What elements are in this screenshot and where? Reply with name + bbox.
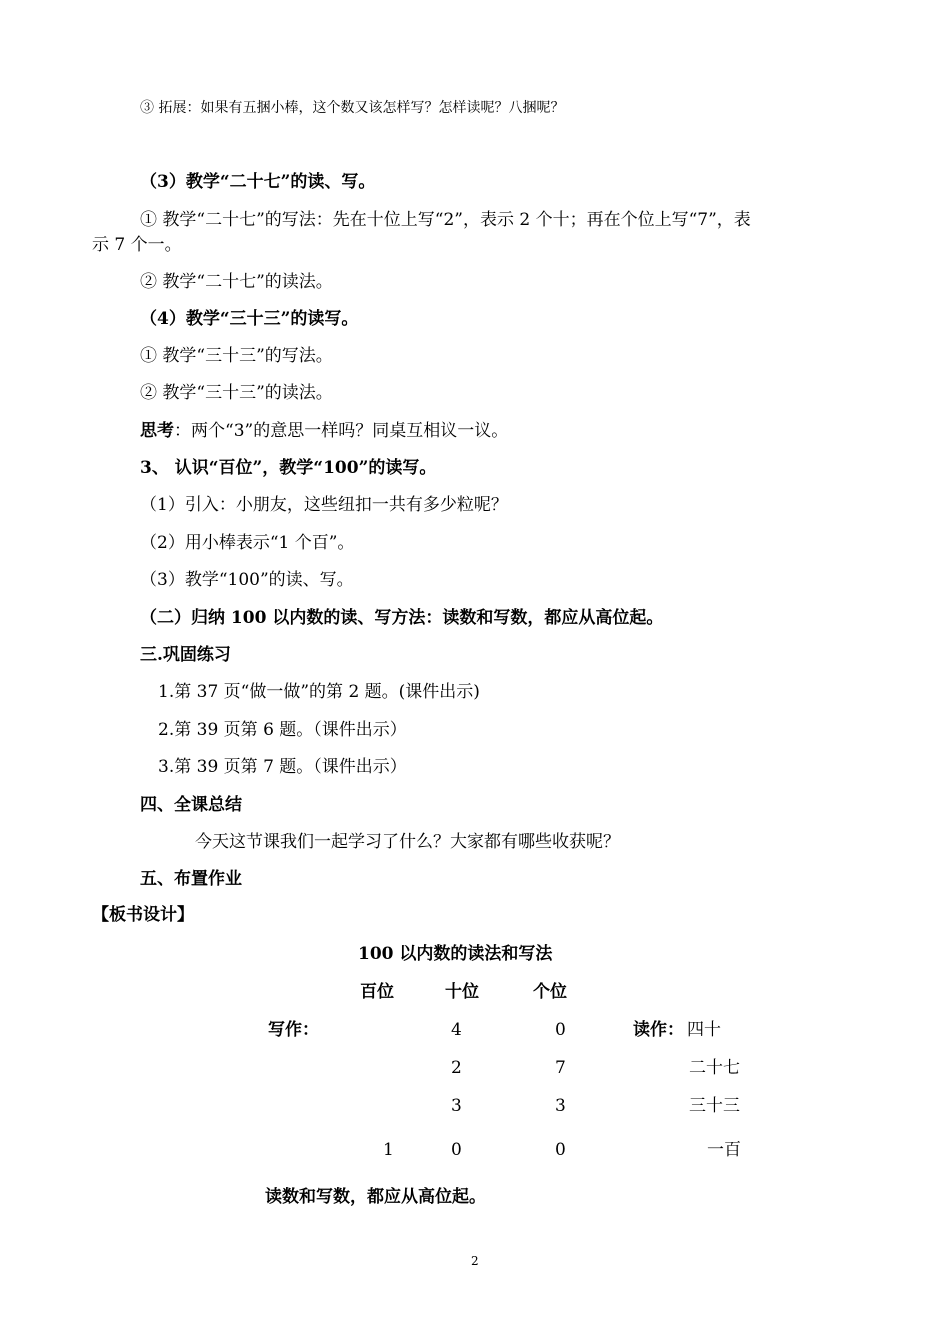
practice-item-3: 3.第 39 页第 7 题。（课件出示） xyxy=(158,757,407,777)
header-ones: 个位 xyxy=(533,982,567,1002)
summary-text: 今天这节课我们一起学习了什么？大家都有哪些收获呢？ xyxy=(195,832,620,852)
section-heading-summary: 四、全课总结 xyxy=(140,795,242,815)
practice-item-2: 2.第 39 页第 6 题。（课件出示） xyxy=(158,720,407,740)
section-heading-hundreds: 3、 认识“百位”，教学“100”的读写。 xyxy=(140,458,437,478)
board-title: 100 以内数的读法和写法 xyxy=(358,944,553,964)
paragraph-33-reading: ② 教学“三十三”的读法。 xyxy=(140,383,333,403)
page-number: 2 xyxy=(471,1254,479,1268)
extension-question: ③ 拓展：如果有五捆小棒，这个数又该怎样写？怎样读呢？八捆呢？ xyxy=(140,100,565,116)
think-label: 思考 xyxy=(140,421,174,441)
header-tens: 十位 xyxy=(445,982,479,1002)
think-text: ：两个“3”的意思一样吗？同桌互相议一议。 xyxy=(174,421,509,441)
row1-reading: 四十 xyxy=(687,1020,721,1040)
paragraph-27-writing-cont: 示 7 个一。 xyxy=(92,235,182,255)
row2-tens: 2 xyxy=(451,1058,462,1078)
row4-tens: 0 xyxy=(451,1140,462,1160)
row1-tens: 4 xyxy=(451,1020,462,1040)
row3-ones: 3 xyxy=(555,1096,566,1116)
row3-reading: 三十三 xyxy=(689,1096,740,1116)
row4-ones: 0 xyxy=(555,1140,566,1160)
row2-reading: 二十七 xyxy=(689,1058,740,1078)
section-heading-27: （3）教学“二十七”的读、写。 xyxy=(140,172,376,192)
write-label: 写作： xyxy=(268,1020,319,1040)
row4-reading: 一百 xyxy=(707,1140,741,1160)
section-heading-practice: 三.巩固练习 xyxy=(140,645,231,665)
practice-item-1: 1.第 37 页“做一做”的第 2 题。(课件出示) xyxy=(158,682,480,702)
board-summary: 读数和写数，都应从高位起。 xyxy=(265,1187,486,1207)
header-hundreds: 百位 xyxy=(360,982,394,1002)
paragraph-intro: （1）引入：小朋友，这些纽扣一共有多少粒呢？ xyxy=(140,495,508,515)
think-paragraph xyxy=(140,421,508,441)
section-heading-33: （4）教学“三十三”的读写。 xyxy=(140,309,359,329)
paragraph-33-writing: ① 教学“三十三”的写法。 xyxy=(140,346,333,366)
read-label: 读作： xyxy=(633,1020,684,1040)
row2-ones: 7 xyxy=(555,1058,566,1078)
paragraph-27-reading: ② 教学“二十七”的读法。 xyxy=(140,272,333,292)
section-heading-homework: 五、布置作业 xyxy=(140,869,242,889)
paragraph-sticks: （2）用小棒表示“1 个百”。 xyxy=(140,533,355,553)
row3-tens: 3 xyxy=(451,1096,462,1116)
paragraph-27-writing: ① 教学“二十七”的写法：先在十位上写“2”，表示 2 个十；再在个位上写“7”，表 xyxy=(140,210,751,230)
row1-ones: 0 xyxy=(555,1020,566,1040)
section-summary-method: （二）归纳 100 以内数的读、写方法：读数和写数，都应从高位起。 xyxy=(140,608,664,628)
paragraph-100: （3）教学“100”的读、写。 xyxy=(140,570,354,590)
section-heading-board: 【板书设计】 xyxy=(92,905,194,925)
row4-hundreds: 1 xyxy=(383,1140,394,1160)
